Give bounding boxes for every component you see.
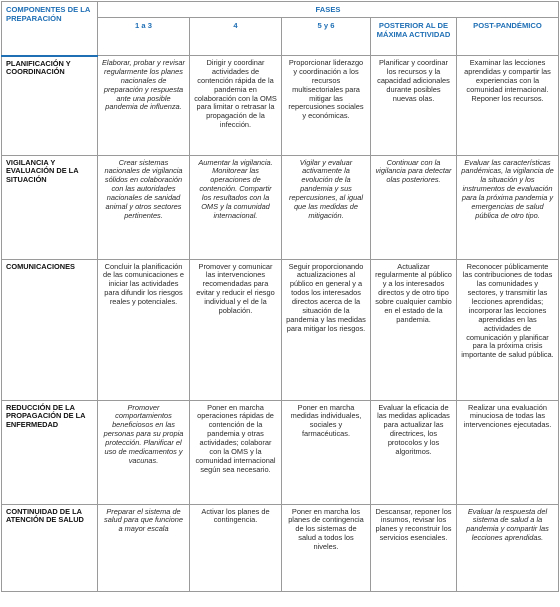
phases-header: FASES <box>98 2 559 18</box>
table-cell: Descansar, reponer los insumos, revisar los planes y reconstruir los servicios esenciales. <box>371 504 457 591</box>
table-cell: Actualizar regularmente al público y a los interesados directos y de otro tipo sobre cualquier cambio en el estado de la pandemia. <box>371 259 457 400</box>
row-label-health-care-continuity: CONTINUIDAD DE LA ATENCIÓN DE SALUD <box>2 504 98 591</box>
phase-column-5-6: 5 y 6 <box>282 18 371 56</box>
table-cell: Planificar y coordinar los recursos y la capacidad adicionales durante posibles nuevas olas. <box>371 56 457 156</box>
table-cell: Proporcionar liderazgo y coordinación a los recursos multisectoriales para mitigar las repercusiones sociales y económicas. <box>282 56 371 156</box>
table-cell: Evaluar la eficacia de las medidas aplicadas para actualizar las directrices, los protocolos y los algoritmos. <box>371 400 457 504</box>
table-cell: Poner en marcha los planes de contingencia de los sistemas de salud a todos los niveles. <box>282 504 371 591</box>
phase-column-post-pandemic: POST-PANDÉMICO <box>457 18 559 56</box>
row-label-communications: COMUNICACIONES <box>2 259 98 400</box>
table-cell: Poner en marcha operaciones rápidas de contención de la pandemia y otras actividades; colaborar con la OMS y la comunidad internacional según sea necesario. <box>190 400 282 504</box>
table-row <box>2 400 559 504</box>
phase-column-post-peak: POSTERIOR AL DE MÁXIMA ACTIVIDAD <box>371 18 457 56</box>
table-cell: Evaluar las características pandémicas, la vigilancia de la situación y los instrumentos de evaluación para la próxima pandemia y emergencias de salud pública de otro tipo. <box>457 155 559 259</box>
row-label-surveillance: VIGILANCIA Y EVALUACIÓN DE LA SITUACIÓN <box>2 155 98 259</box>
table-cell: Promover y comunicar las intervenciones recomendadas para evitar y reducir el riesgo individual y el de la población. <box>190 259 282 400</box>
table-cell: Continuar con la vigilancia para detectar olas posteriores. <box>371 155 457 259</box>
table-cell: Activar los planes de contingencia. <box>190 504 282 591</box>
components-header: COMPONENTES DE LA PREPARACIÓN <box>2 2 98 56</box>
table-cell: Examinar las lecciones aprendidas y compartir las experiencias con la comunidad internacional. Reponer los recursos. <box>457 56 559 156</box>
table-cell: Aumentar la vigilancia. Monitorear las operaciones de contención. Compartir los resultados con la OMS y la comunidad internacional. <box>190 155 282 259</box>
table-cell: Promover comportamientos beneficiosos en las personas para su propia protección. Planificar el uso de medicamentos y vacunas. <box>98 400 190 504</box>
table-cell: Evaluar la respuesta del sistema de salud a la pandemia y compartir las lecciones aprendidas. <box>457 504 559 591</box>
row-label-spread-reduction: REDUCCIÓN DE LA PROPAGACIÓN DE LA ENFERMEDAD <box>2 400 98 504</box>
table-cell: Dirigir y coordinar actividades de contención rápida de la pandemia en colaboración con la OMS para limitar o retrasar la propagación de la infección. <box>190 56 282 156</box>
table-cell: Elaborar, probar y revisar regularmente los planes nacionales de preparación y respuesta ante una posible pandemia de influenza. <box>98 56 190 156</box>
phase-column-4: 4 <box>190 18 282 56</box>
table-cell: Realizar una evaluación minuciosa de todas las intervenciones ejecutadas. <box>457 400 559 504</box>
table-row <box>2 155 559 259</box>
phase-column-1-3: 1 a 3 <box>98 18 190 56</box>
table-cell: Reconocer públicamente las contribuciones de todas las comunidades y sectores, y transmitir las lecciones aprendidas; incorporar las lecciones aprendidas en las actividades de comunicación y planificar para la próxima crisis importante de salud pública. <box>457 259 559 400</box>
table-cell: Crear sistemas nacionales de vigilancia sólidos en colaboración con las autoridades nacionales de sanidad animal y otros sectores pertinentes. <box>98 155 190 259</box>
table-row <box>2 56 559 156</box>
table-cell: Poner en marcha medidas individuales, sociales y farmacéuticas. <box>282 400 371 504</box>
table-cell: Seguir proporcionando actualizaciones al público en general y a todos los interesados directos acerca de la situación de la pandemia y las medidas para mitigar los riesgos. <box>282 259 371 400</box>
pandemic-preparedness-table <box>1 1 559 592</box>
table-row <box>2 504 559 591</box>
row-label-planning: PLANIFICACIÓN Y COORDINACIÓN <box>2 56 98 156</box>
table-row <box>2 259 559 400</box>
table-cell: Preparar el sistema de salud para que funcione a mayor escala <box>98 504 190 591</box>
table-cell: Concluir la planificación de las comunicaciones e iniciar las actividades para difundir los riesgos reales y potenciales. <box>98 259 190 400</box>
table-cell: Vigilar y evaluar activamente la evolución de la pandemia y sus repercusiones, al igual que las medidas de mitigación. <box>282 155 371 259</box>
